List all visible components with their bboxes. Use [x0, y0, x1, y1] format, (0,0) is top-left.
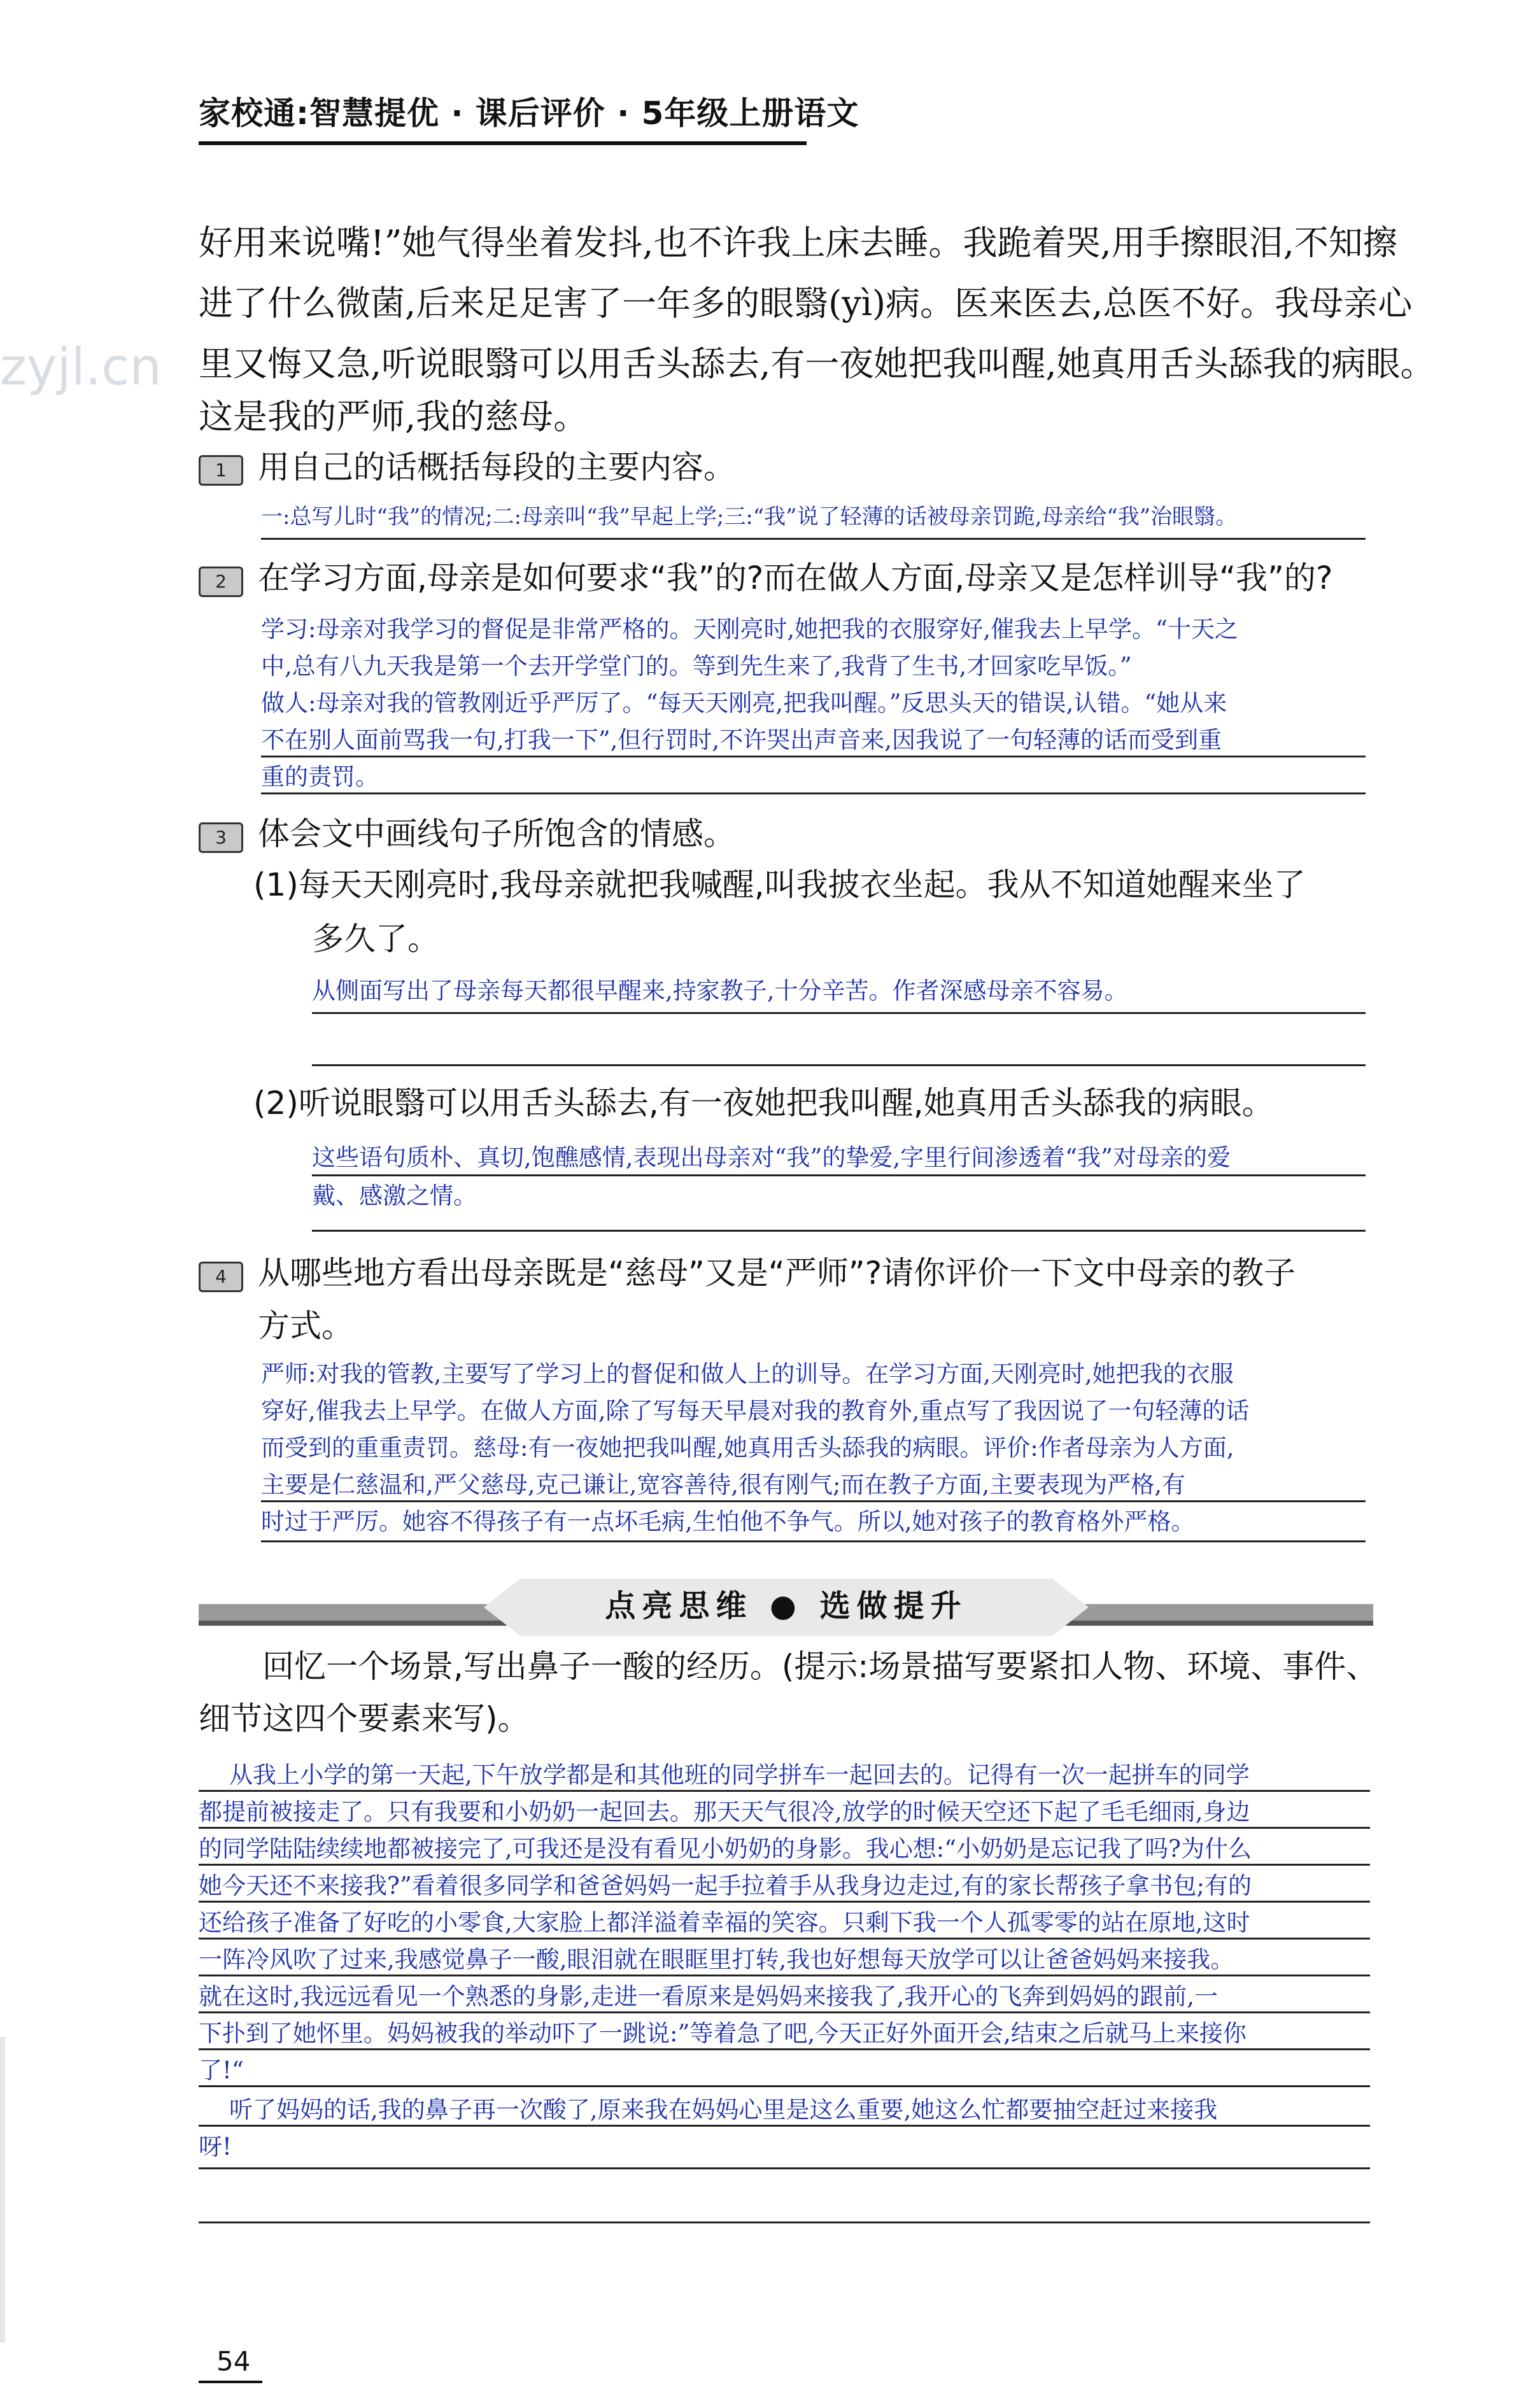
writing-rule: [199, 1938, 1370, 1940]
answer-line: 重的责罚。: [261, 763, 379, 791]
answer-line: 中,总有八九天我是第一个去开学堂门的。等到先生来了,我背了生书,才回家吃早饭。”: [261, 652, 1132, 680]
page-number: 54: [216, 2346, 251, 2377]
subquestion-text: (1)每天天刚亮时,我母亲就把我喊醒,叫我披衣坐起。我从不知道她醒来坐了: [253, 866, 1306, 903]
answer-line: 而受到的重重责罚。慈母:有一夜她把我叫醒,她真用舌头舔我的病眼。评价:作者母亲为人方面,: [261, 1434, 1234, 1461]
answer-rule: [312, 1064, 1366, 1066]
question-text: 方式。: [258, 1307, 353, 1344]
answer-line: 不在别人面前骂我一句,打我一下”,但行罚时,不许哭出声音来,因我说了一句轻薄的话而受到重: [261, 726, 1222, 754]
page-number-rule: [199, 2381, 262, 2383]
passage-line: 这是我的严师,我的慈母。: [199, 397, 588, 437]
essay-line: 从我上小学的第一天起,下午放学都是和其他班的同学拼车一起回去的。记得有一次一起拼车的同学: [229, 1761, 1250, 1789]
answer-line: 做人:母亲对我的管教刚近乎严厉了。“每天天刚亮,把我叫醒。”反思头天的错误,认错。“她从来: [261, 689, 1227, 717]
subquestion-text: (2)听说眼翳可以用舌头舔去,有一夜她把我叫醒,她真用舌头舔我的病眼。: [253, 1085, 1274, 1122]
answer-rule: [261, 1500, 1366, 1502]
question-number-badge: 4: [199, 1262, 243, 1292]
question-text: 体会文中画线句子所饱含的情感。: [258, 815, 735, 852]
passage-line: 好用来说嘴!”她气得坐着发抖,也不许我上床去睡。我跪着哭,用手擦眼泪,不知擦: [199, 223, 1397, 263]
essay-line: 听了妈妈的话,我的鼻子再一次酸了,原来我在妈妈心里是这么重要,她这么忙都要抽空赶过来接我: [229, 2096, 1218, 2123]
answer-rule: [261, 756, 1366, 757]
writing-rule: [199, 2048, 1370, 2050]
answer-line: 严师:对我的管教,主要写了学习上的督促和做人上的训导。在学习方面,天刚亮时,她把我的衣服: [261, 1360, 1234, 1388]
writing-rule: [199, 1901, 1370, 1903]
essay-line: 都提前被接走了。只有我要和小奶奶一起回去。那天天气很冷,放学的时候天空还下起了毛毛细雨,身边: [199, 1798, 1250, 1826]
question-text: 从哪些地方看出母亲既是“慈母”又是“严师”?请你评价一下文中母亲的教子: [258, 1255, 1296, 1292]
extension-prompt: 回忆一个场景,写出鼻子一酸的经历。(提示:场景描写要紧扣人物、环境、事件、: [262, 1648, 1378, 1685]
binding-edge-shadow: [0, 2037, 5, 2342]
essay-line: 呀!: [199, 2133, 232, 2160]
essay-line: 一阵冷风吹了过来,我感觉鼻子一酸,眼泪就在眼眶里打转,我也好想每天放学可以让爸爸妈妈来接我。: [199, 1946, 1234, 1973]
answer-rule: [312, 1174, 1366, 1176]
answer-rule: [261, 538, 1366, 540]
passage-line: 进了什么微菌,后来足足害了一年多的眼翳(yì)病。医来医去,总医不好。我母亲心: [199, 283, 1413, 323]
essay-line: 就在这时,我远远看见一个熟悉的身影,走进一看原来是妈妈来接我了,我开心的飞奔到妈妈的跟前,一: [199, 1983, 1219, 2010]
writing-rule: [199, 1790, 1370, 1792]
section-banner-title: 点亮思维 ● 选做提升: [605, 1588, 968, 1624]
answer-rule: [312, 1012, 1366, 1014]
answer-line: 主要是仁慈温和,严父慈母,克己谦让,宽容善待,很有刚气;而在教子方面,主要表现为严格,有: [261, 1471, 1186, 1498]
answer-line: 学习:母亲对我学习的督促是非常严格的。天刚亮时,她把我的衣服穿好,催我去上早学。“十天之: [261, 616, 1238, 643]
answer-line: 从侧面写出了母亲每天都很早醒来,持家教子,十分辛苦。作者深感母亲不容易。: [312, 977, 1128, 1004]
writing-rule: [199, 2167, 1370, 2169]
watermark: zyjl.cn: [0, 337, 162, 397]
passage-line: 里又悔又急,听说眼翳可以用舌头舔去,有一夜她把我叫醒,她真用舌头舔我的病眼。: [199, 344, 1435, 384]
question-text: 在学习方面,母亲是如何要求“我”的?而在做人方面,母亲又是怎样训导“我”的?: [258, 560, 1333, 596]
answer-line: 这些语句质朴、真切,饱醮感情,表现出母亲对“我”的挚爱,字里行间渗透着“我”对母亲的爱: [312, 1144, 1231, 1171]
answer-rule: [261, 1540, 1366, 1542]
answer-line: 时过于严厉。她容不得孩子有一点坏毛病,生怕他不争气。所以,她对孩子的教育格外严格。: [261, 1508, 1195, 1535]
question-number-badge: 3: [199, 822, 243, 853]
subquestion-text: 多久了。: [312, 920, 439, 957]
writing-rule: [199, 1975, 1370, 1976]
extension-prompt: 细节这四个要素来写)。: [199, 1700, 530, 1737]
question-number-badge: 1: [199, 455, 243, 486]
page-header-title: 家校通:智慧提优 · 课后评价 · 5年级上册语文: [199, 95, 859, 132]
writing-rule: [199, 2221, 1370, 2223]
answer-rule: [261, 792, 1366, 794]
answer-rule: [312, 1230, 1366, 1232]
writing-rule: [199, 1864, 1370, 1866]
writing-rule: [199, 1827, 1370, 1829]
essay-line: 的同学陆陆续续地都被接完了,可我还是没有看见小奶奶的身影。我心想:“小奶奶是忘记我了吗?为什么: [199, 1835, 1252, 1862]
answer-line: 穿好,催我去上早学。在做人方面,除了写每天早晨对我的教育外,重点写了我因说了一句轻薄的话: [261, 1397, 1250, 1425]
writing-rule: [199, 2085, 1370, 2087]
writing-rule: [199, 2011, 1370, 2013]
essay-line: 下扑到了她怀里。妈妈被我的举动吓了一跳说:”等着急了吧,今天正好外面开会,结束之后就马上来接你: [199, 2020, 1247, 2047]
writing-rule: [199, 2125, 1370, 2127]
question-number-badge: 2: [199, 567, 243, 597]
answer-line: 一:总写儿时“我”的情况;二:母亲叫“我”早起上学;三:“我”说了轻薄的话被母亲罚跪,母亲给“我”治眼翳。: [261, 504, 1238, 530]
question-text: 用自己的话概括每段的主要内容。: [258, 449, 735, 486]
header-divider: [199, 141, 807, 145]
essay-line: 她今天还不来接我?”看着很多同学和爸爸妈妈一起手拉着手从我身边走过,有的家长帮孩子拿书包;有的: [199, 1872, 1252, 1899]
essay-line: 了!“: [199, 2057, 244, 2084]
answer-line: 戴、感激之情。: [312, 1182, 477, 1209]
essay-line: 还给孩子准备了好吃的小零食,大家脸上都洋溢着幸福的笑容。只剩下我一个人孤零零的站在原地,这时: [199, 1909, 1250, 1936]
